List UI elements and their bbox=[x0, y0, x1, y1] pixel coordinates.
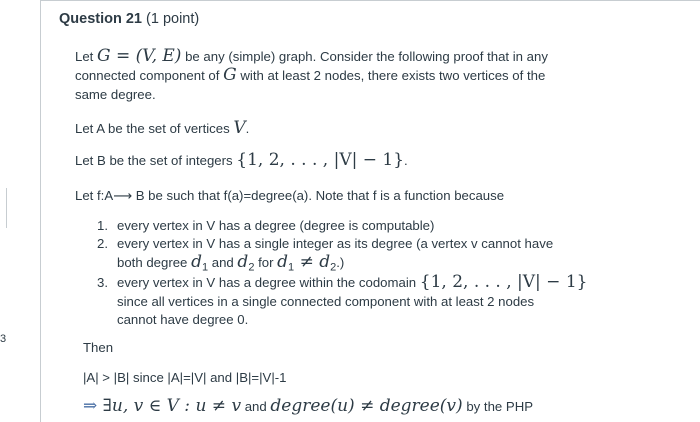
function-line: Let f:A⟶ B be such that f(a)=degree(a). Note that f is a function because bbox=[75, 188, 505, 203]
math-d: d bbox=[237, 252, 249, 272]
math-neq: ≠ bbox=[294, 252, 320, 272]
question-panel bbox=[40, 0, 700, 422]
previous-panel-edge bbox=[0, 188, 7, 228]
question-points: (1 point) bbox=[146, 11, 200, 27]
set-b-period: . bbox=[404, 153, 408, 168]
list-text: for bbox=[254, 255, 278, 270]
math-subscript: 2 bbox=[330, 261, 337, 274]
set-a-line bbox=[75, 119, 249, 138]
degree-math: degree(u) ≠ degree(v) bbox=[270, 396, 463, 416]
intro-math-g: G bbox=[223, 65, 237, 85]
math-subscript: 2 bbox=[248, 261, 255, 274]
intro-paragraph bbox=[75, 47, 565, 104]
list-text: and bbox=[208, 255, 238, 270]
math-subscript: 1 bbox=[201, 261, 209, 274]
implies-arrow: ⇒ bbox=[83, 396, 103, 416]
side-marker: 3 bbox=[0, 333, 7, 345]
math-d: d bbox=[277, 252, 289, 272]
list-text: every vertex in V has a single integer as its degree (a vertex v cannot have bbox=[117, 236, 554, 251]
then-label: Then bbox=[83, 340, 114, 355]
math-subscript: 1 bbox=[288, 261, 295, 274]
list-item-continuation: cannot have degree 0. bbox=[117, 312, 249, 327]
set-a-period: . bbox=[245, 121, 250, 136]
list-number: 1. bbox=[97, 218, 108, 233]
math-d: d bbox=[191, 252, 202, 272]
list-text: both degree bbox=[117, 255, 192, 270]
intro-text-1: Let bbox=[75, 49, 97, 64]
list-number: 3. bbox=[97, 275, 108, 290]
list-text: every vertex in V has a degree (degree is computable) bbox=[117, 218, 435, 233]
set-a-math: V bbox=[233, 118, 246, 138]
list-item bbox=[97, 217, 434, 235]
set-b-line bbox=[75, 151, 408, 170]
list-text: .) bbox=[336, 255, 345, 270]
exists-math: ∃u, v ∈ V : u ≠ v bbox=[102, 396, 242, 416]
set-a-text: Let A be the set of vertices bbox=[75, 121, 234, 136]
list-number: 2. bbox=[97, 236, 108, 251]
set-b-text: Let B be the set of integers bbox=[75, 153, 237, 168]
intro-text-2: be any (simple) graph. Consider the following proof that in any connected component of bbox=[75, 49, 548, 83]
question-header bbox=[59, 11, 199, 27]
conclusion-text: by the PHP bbox=[462, 399, 534, 414]
conclusion-line bbox=[83, 397, 533, 416]
codomain-math: {1, 2, . . . , |V| − 1} bbox=[419, 272, 588, 292]
question-title: Question 21 bbox=[59, 11, 142, 27]
list-item bbox=[97, 235, 553, 253]
conclusion-text: and bbox=[241, 399, 271, 414]
math-d: d bbox=[319, 252, 331, 272]
list-item-continuation: since all vertices in a single connected component with at least 2 nodes bbox=[117, 294, 535, 309]
list-text: every vertex in V has a degree within the codomain bbox=[117, 275, 420, 290]
list-item bbox=[97, 273, 587, 292]
intro-text-3: with at least 2 nodes, there exists two vertices of the same degree. bbox=[75, 68, 546, 102]
set-b-math: {1, 2, . . . , |V| − 1} bbox=[236, 150, 405, 170]
intro-math-graph: G = (V, E) bbox=[97, 46, 182, 66]
cardinality-line: |A| > |B| since |A|=|V| and |B|=|V|-1 bbox=[83, 370, 287, 385]
